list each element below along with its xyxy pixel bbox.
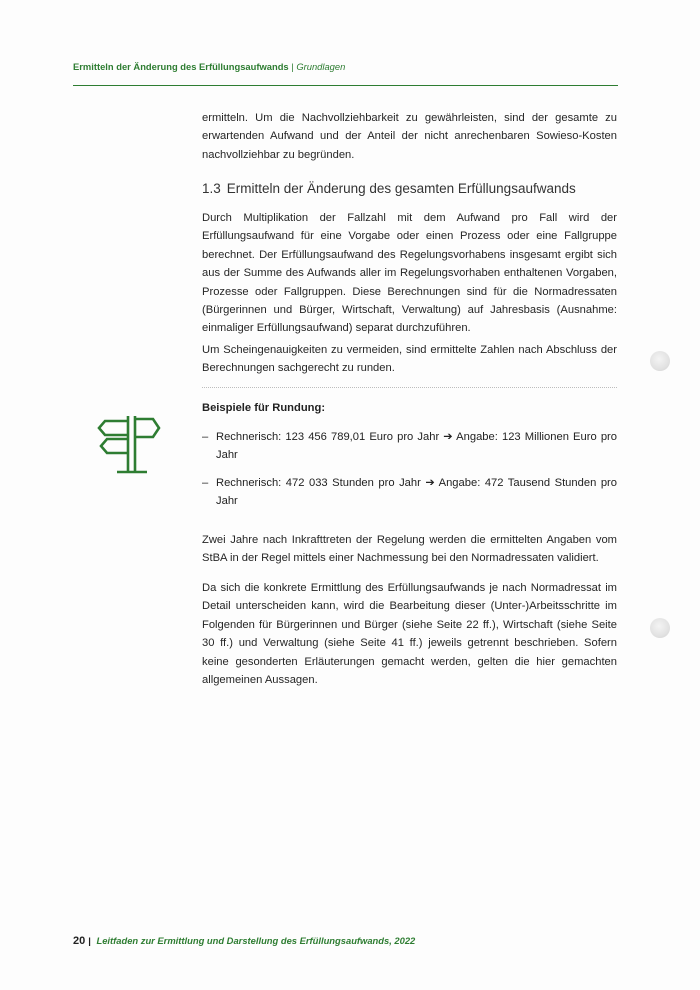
paragraph-rounding: Um Scheingenauigkeiten zu vermeiden, sind ermittelte Zahlen nach Abschluss der Berechnungen sachgerecht zu runden. <box>202 344 617 375</box>
list-dash: – <box>202 477 209 489</box>
section-number: 1.3 <box>202 181 221 196</box>
header-chapter: Grundlagen <box>296 61 346 72</box>
header-section: Ermitteln der Änderung des Erfüllungsaufwands <box>73 61 289 72</box>
example-item <box>202 474 617 511</box>
page-number: 20 <box>73 935 86 947</box>
paragraph-details: Da sich die konkrete Ermittlung des Erfüllungsaufwands je nach Normadressat im Detail unterscheiden kann, wird die Bearbeitung dieser (Unter-)Arbeitsschritte im Folgenden für Bürgerinnen und Bürger (siehe Seite 22 ff.), Wirtschaft (siehe Seite 30 ff.) und Verwaltung (siehe Seite 41 ff.) jeweils getrennt beschrieben. Sofern keine gesonderten Erläuterungen gemacht werden, gelten die hier gemachten allgemeinen Aussagen. <box>202 582 617 687</box>
header-rule <box>73 85 618 86</box>
punch-hole <box>650 351 670 371</box>
list-dash: – <box>202 431 209 443</box>
footer-separator: | <box>88 935 91 946</box>
signpost-icon <box>97 410 161 476</box>
paragraph-multiplication: Durch Multiplikation der Fallzahl mit dem Aufwand pro Fall wird der Erfüllungsaufwand für eine Vorgabe oder einen Prozess oder eine Fallgruppe berechnet. Der Erfüllungsaufwand des Regelungsvorhabens insgesamt ergibt sich aus der Summe des Aufwands aller im Regelungsvorhaben enthaltenen Vorgaben, Prozesse oder Fallgruppen. Diese Berechnungen sind für die Normadressaten (Bürgerinnen und Bürger, Wirtschaft, Verwaltung) auf Jahresbasis (Ausnahme: einmaliger Erfüllungsaufwand) separat durchzuführen. <box>202 212 617 335</box>
punch-hole <box>650 618 670 638</box>
page-footer <box>73 935 415 947</box>
paragraph-validation: Zwei Jahre nach Inkrafttreten der Regelung werden die ermittelten Angaben vom StBA in der Regel mittels einer Nachmessung bei den Normadressaten validiert. <box>202 534 617 565</box>
example-divider <box>202 387 617 388</box>
example-item <box>202 428 617 465</box>
example-text: Rechnerisch: 123 456 789,01 Euro pro Jahr ➔ Angabe: 123 Millionen Euro pro Jahr <box>216 431 617 462</box>
paragraph-intro: ermitteln. Um die Nachvollziehbarkeit zu gewährleisten, sind der gesamte zu erwartenden Aufwand und der Anteil der nicht anrechenbaren Sowieso-Kosten nachvollziehbar zu begründen. <box>202 112 617 161</box>
examples-title: Beispiele für Rundung: <box>202 402 326 414</box>
header-separator: | <box>291 61 294 72</box>
footer-title: Leitfaden zur Ermittlung und Darstellung des Erfüllungsaufwands, 2022 <box>96 935 416 946</box>
section-heading <box>202 181 576 196</box>
section-title: Ermitteln der Änderung des gesamten Erfüllungsaufwands <box>226 181 576 196</box>
example-text: Rechnerisch: 472 033 Stunden pro Jahr ➔ Angabe: 472 Tausend Stunden pro Jahr <box>216 477 617 508</box>
running-header <box>73 61 345 72</box>
